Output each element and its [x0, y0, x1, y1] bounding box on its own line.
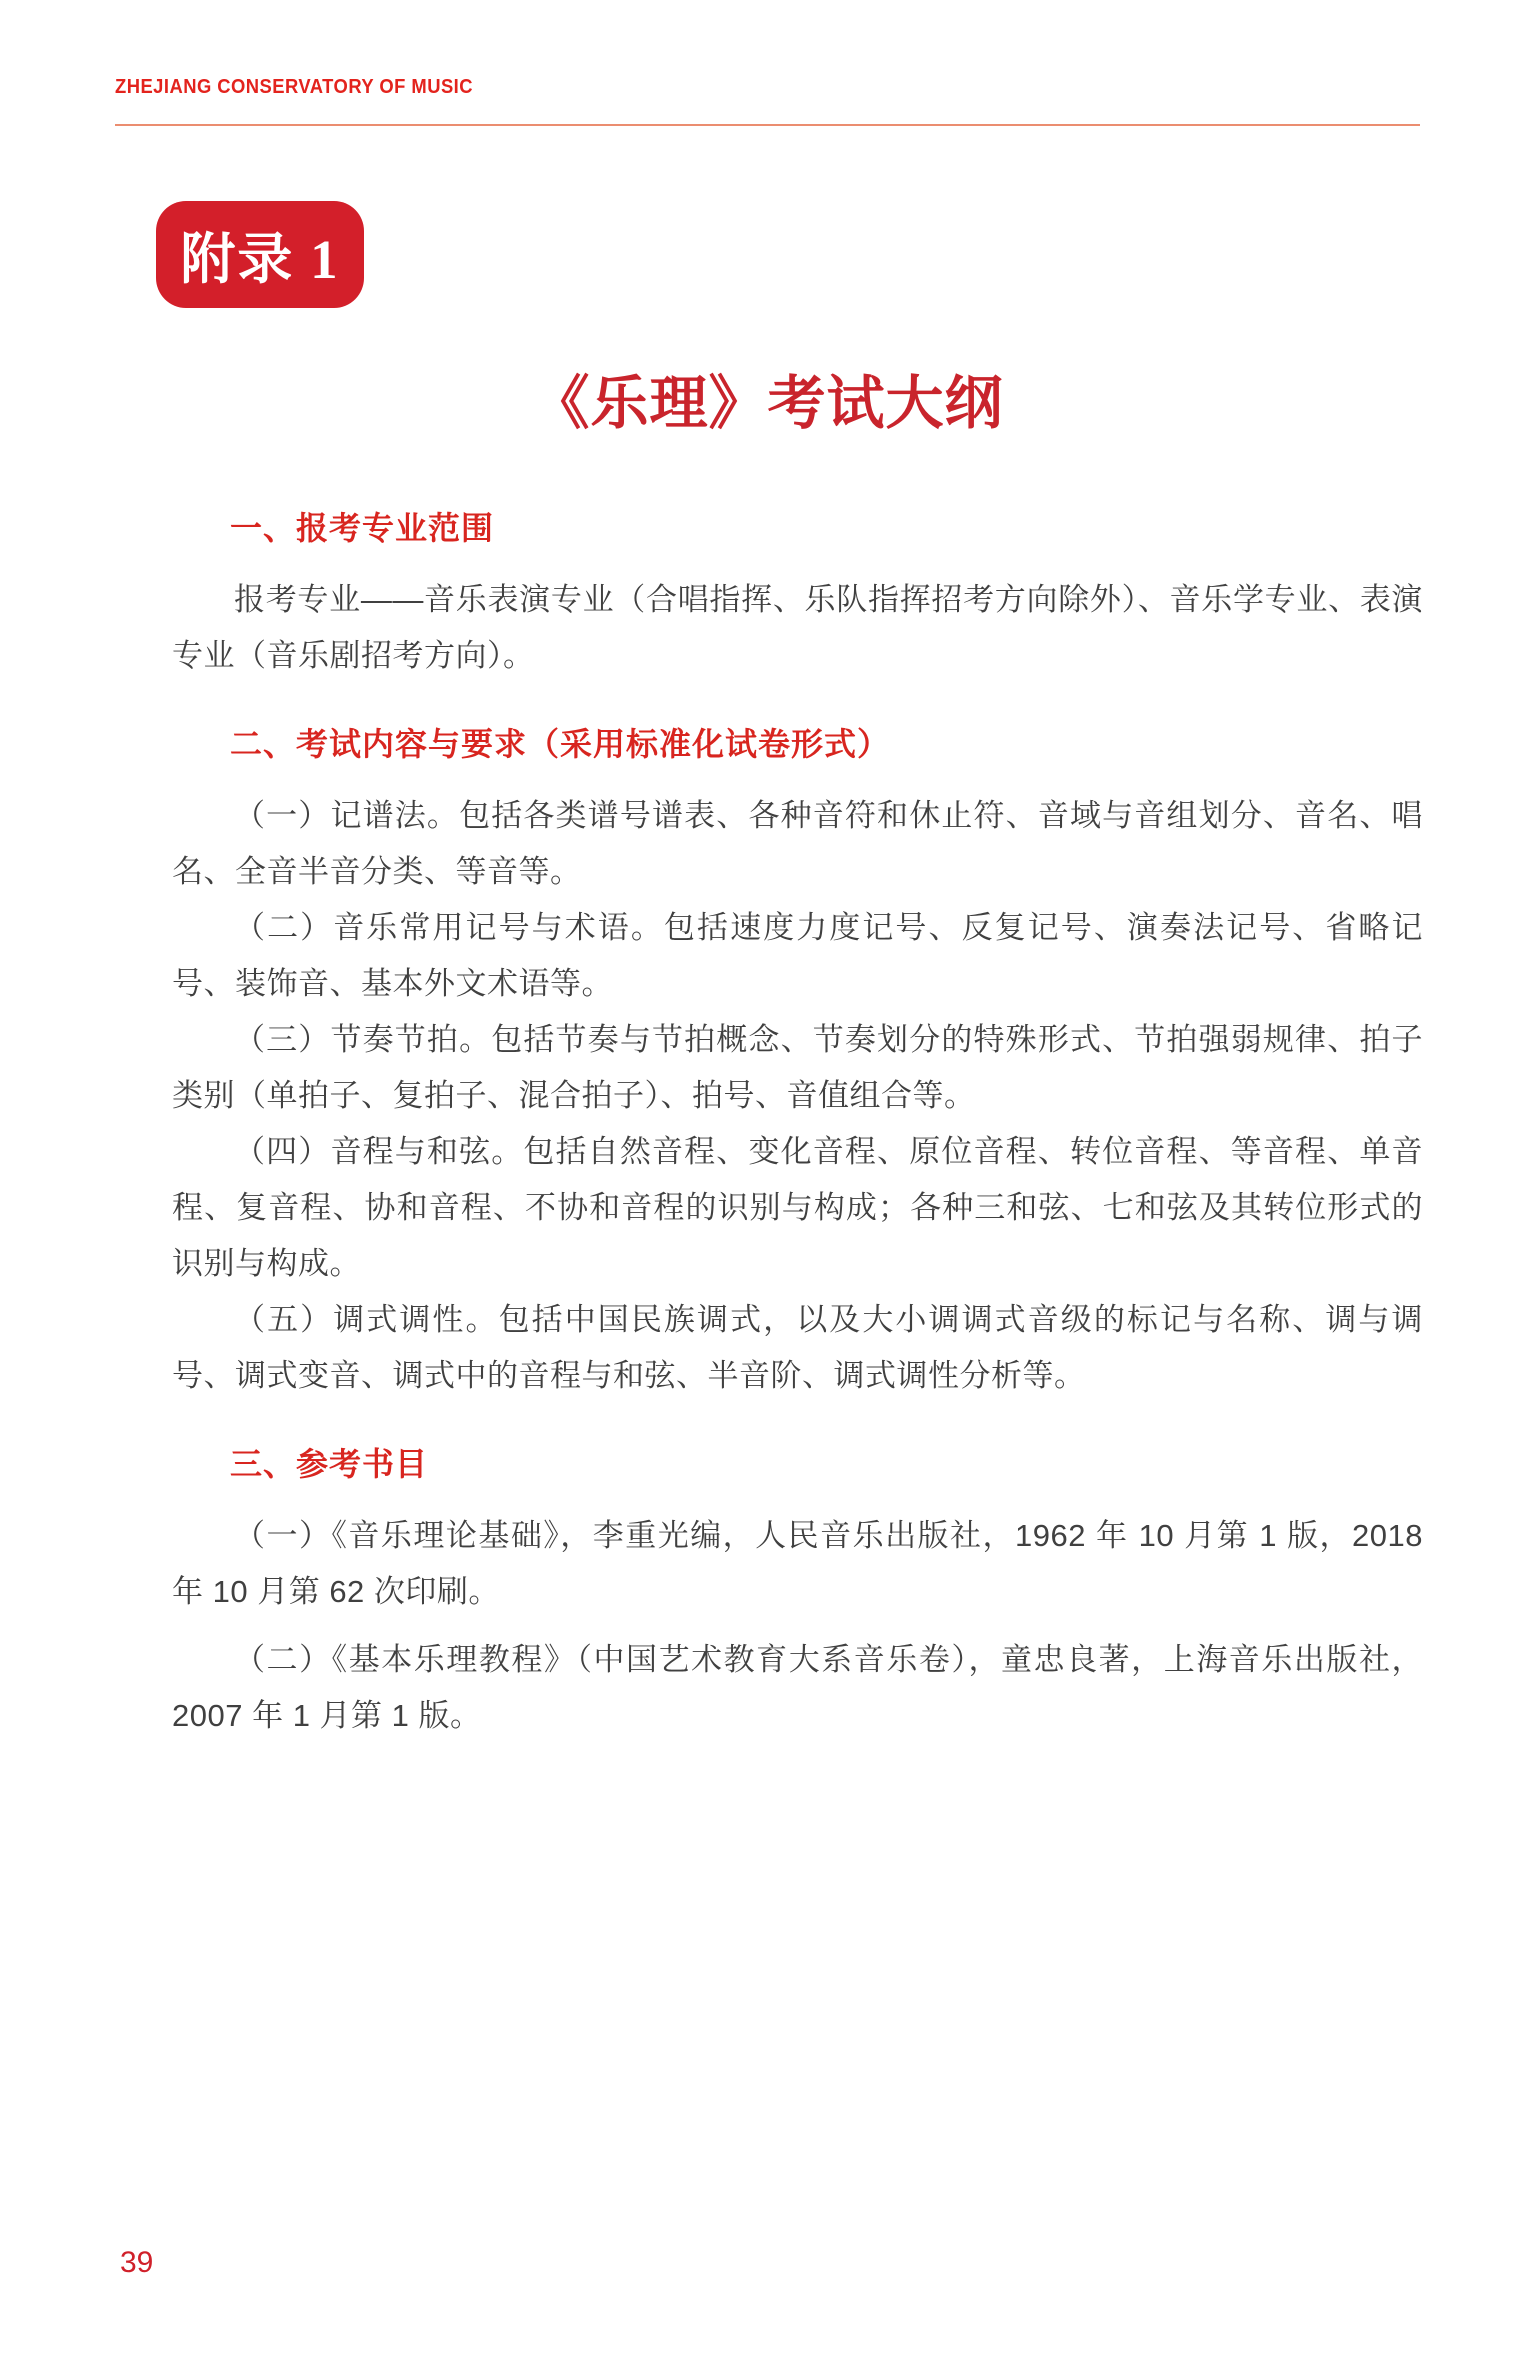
section-application-scope: [172, 506, 1423, 684]
document-body: [172, 506, 1423, 1744]
section-exam-content: [172, 722, 1423, 1404]
paragraph-notation: （一）记谱法。包括各类谱号谱表、各种音符和休止符、音域与音组划分、音名、唱名、全音半音分类、等音等。: [172, 798, 1423, 889]
page-title: 《乐理》考试大纲: [531, 371, 1004, 436]
paragraph-book-2: （二）《基本乐理教程》（中国艺术教育大系音乐卷），童忠良著，上海音乐出版社，2007 年 1 月第 1 版。: [172, 1642, 1423, 1733]
section-heading-application-scope: 一、报考专业范围: [230, 510, 495, 546]
section-reference-books: [172, 1442, 1423, 1744]
paragraph-rhythm-meter: （三）节奏节拍。包括节奏与节拍概念、节奏划分的特殊形式、节拍强弱规律、拍子类别（单拍子、复拍子、混合拍子）、拍号、音值组合等。: [172, 1022, 1423, 1113]
page-number: 39: [120, 2246, 154, 2279]
header-org-name: ZHEJIANG CONSERVATORY OF MUSIC: [115, 76, 473, 98]
paragraph-intervals-chords: （四）音程与和弦。包括自然音程、变化音程、原位音程、转位音程、等音程、单音程、复音程、协和音程、不协和音程的识别与构成；各种三和弦、七和弦及其转位形式的识别与构成。: [172, 1134, 1423, 1281]
header-divider-line: [115, 124, 1420, 126]
paragraph-signs-terms: （二）音乐常用记号与术语。包括速度力度记号、反复记号、演奏法记号、省略记号、装饰音、基本外文术语等。: [172, 910, 1423, 1001]
paragraph-book-1: （一）《音乐理论基础》，李重光编，人民音乐出版社，1962 年 10 月第 1 版，2018 年 10 月第 62 次印刷。: [172, 1518, 1423, 1609]
section-heading-reference-books: 三、参考书目: [230, 1446, 429, 1482]
section-heading-exam-content: 二、考试内容与要求（采用标准化试卷形式）: [230, 726, 891, 762]
paragraph-application-scope: 报考专业——音乐表演专业（合唱指挥、乐队指挥招考方向除外）、音乐学专业、表演专业（音乐剧招考方向）。: [172, 582, 1423, 673]
paragraph-tonality: （五）调式调性。包括中国民族调式，以及大小调调式音级的标记与名称、调与调号、调式变音、调式中的音程与和弦、半音阶、调式调性分析等。: [172, 1302, 1423, 1393]
appendix-badge: 附录 1: [156, 201, 364, 308]
